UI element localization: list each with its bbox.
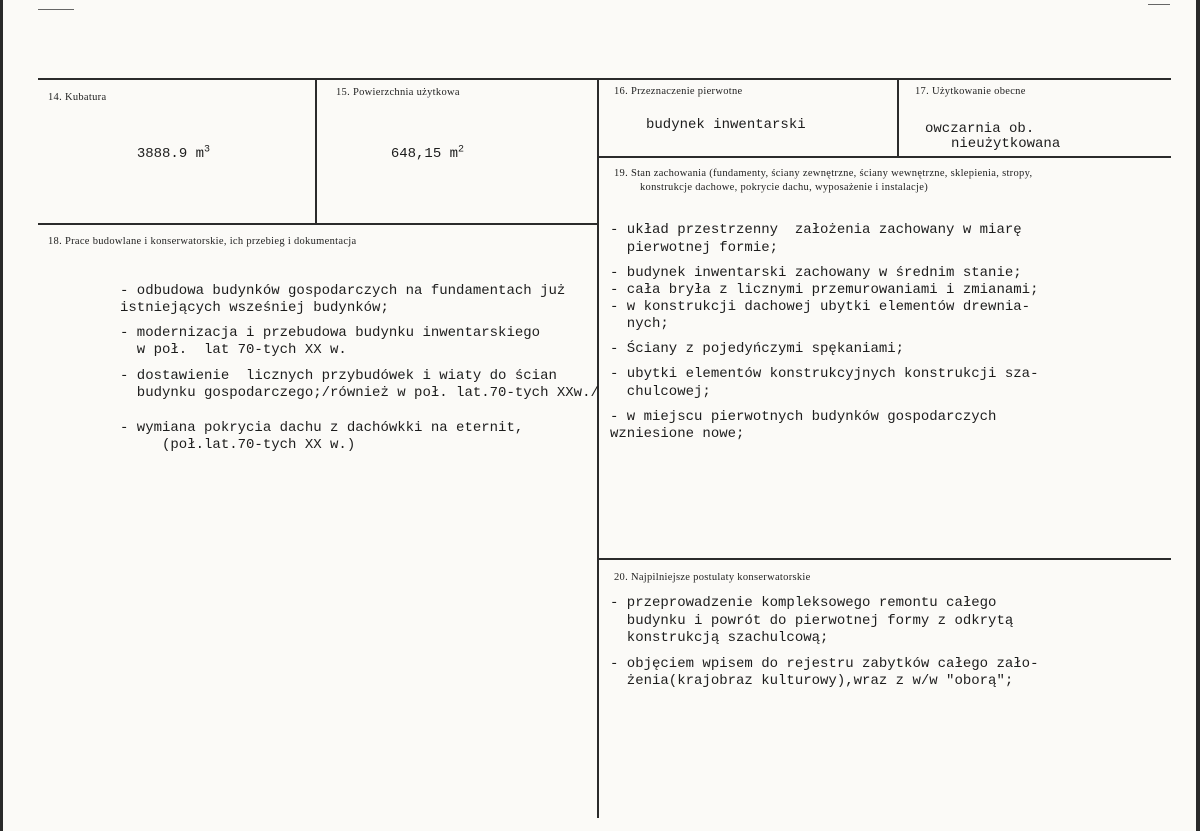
- stan-label-line-2: konstrukcje dachowe, pokrycie dachu, wyposażenie i instalacje): [640, 182, 928, 193]
- prace-line-7: - wymiana pokrycia dachu z dachówkki na eternit,: [120, 420, 524, 436]
- divider-14-15: [315, 78, 317, 224]
- kubatura-label: 14. Kubatura: [48, 92, 107, 103]
- kubatura-exponent: 3: [204, 144, 211, 156]
- page-top-mark-right: [1148, 4, 1170, 5]
- stan-line-4: - cała bryła z licznymi przemurowaniami i zmianami;: [610, 282, 1039, 298]
- stan-line-9: chulcowej;: [610, 384, 711, 400]
- przeznaczenie-label: 16. Przeznaczenie pierwotne: [614, 86, 743, 97]
- prace-line-2: istniejących wsześniej budynków;: [120, 300, 389, 316]
- przeznaczenie-value: budynek inwentarski: [646, 117, 806, 133]
- top-rule: [38, 78, 1171, 80]
- stan-line-5: - w konstrukcji dachowej ubytki elementów drewnia-: [610, 299, 1031, 315]
- postulaty-line-1: - przeprowadzenie kompleksowego remontu całego: [610, 595, 997, 611]
- prace-line-1: - odbudowa budynków gospodarczych na fundamentach już: [120, 283, 566, 299]
- uzytkowanie-label: 17. Użytkowanie obecne: [915, 86, 1026, 97]
- divider-16-17: [897, 78, 899, 157]
- stan-line-3: - budynek inwentarski zachowany w średnim stanie;: [610, 265, 1022, 281]
- powierzchnia-label: 15. Powierzchnia użytkowa: [336, 87, 460, 98]
- kubatura-value: [120, 130, 210, 162]
- uzytkowanie-line-1: owczarnia ob.: [925, 121, 1035, 137]
- prace-line-6: budynku gospodarczego;/również w poł. lat.70-tych XXw./: [120, 385, 599, 401]
- stan-line-2: pierwotnej formie;: [610, 240, 779, 256]
- stan-line-1: - układ przestrzenny założenia zachowany w miarę: [610, 222, 1022, 238]
- rule-under-19: [597, 558, 1171, 560]
- stan-line-7: - Ściany z pojedyńczymi spękaniami;: [610, 341, 905, 357]
- kubatura-value-text: 3888.9 m: [136, 146, 205, 162]
- stan-label-line-1: 19. Stan zachowania (fundamenty, ściany zewnętrzne, ściany wewnętrzne, sklepienia, stropy,: [614, 168, 1033, 179]
- rule-under-14-15: [38, 223, 598, 225]
- divider-left-right: [597, 78, 599, 818]
- postulaty-line-4: - objęciem wpisem do rejestru zabytków całego zało-: [610, 656, 1039, 672]
- powierzchnia-value-text: 648,15 m: [390, 146, 459, 162]
- stan-line-11: wzniesione nowe;: [610, 426, 745, 442]
- page-right-edge: [1196, 0, 1200, 831]
- postulaty-line-2: budynku i powrót do pierwotnej formy z odkrytą: [610, 613, 1014, 629]
- prace-line-8: (poł.lat.70-tych XX w.): [120, 437, 356, 453]
- stan-line-8: - ubytki elementów konstrukcyjnych konstrukcji sza-: [610, 366, 1039, 382]
- stan-line-6: nych;: [610, 316, 669, 332]
- page-left-edge: [0, 0, 3, 831]
- rule-under-16-17: [597, 156, 1171, 158]
- postulaty-label: 20. Najpilniejsze postulaty konserwatorskie: [614, 572, 811, 583]
- prace-line-3: - modernizacja i przebudowa budynku inwentarskiego: [120, 325, 541, 341]
- postulaty-line-5: żenia(krajobraz kulturowy),wraz z w/w "oborą";: [610, 673, 1014, 689]
- stan-line-10: - w miejscu pierwotnych budynków gospodarczych: [610, 409, 997, 425]
- page-top-mark-left: [38, 9, 74, 10]
- uzytkowanie-line-2: nieużytkowana: [951, 136, 1061, 152]
- postulaty-line-3: konstrukcją szachulcową;: [610, 630, 829, 646]
- powierzchnia-exponent: 2: [458, 144, 465, 156]
- powierzchnia-value: [374, 130, 464, 162]
- prace-line-5: - dostawienie licznych przybudówek i wiaty do ścian: [120, 368, 557, 384]
- prace-line-4: w poł. lat 70-tych XX w.: [120, 342, 347, 358]
- prace-label: 18. Prace budowlane i konserwatorskie, ich przebieg i dokumentacja: [48, 236, 357, 247]
